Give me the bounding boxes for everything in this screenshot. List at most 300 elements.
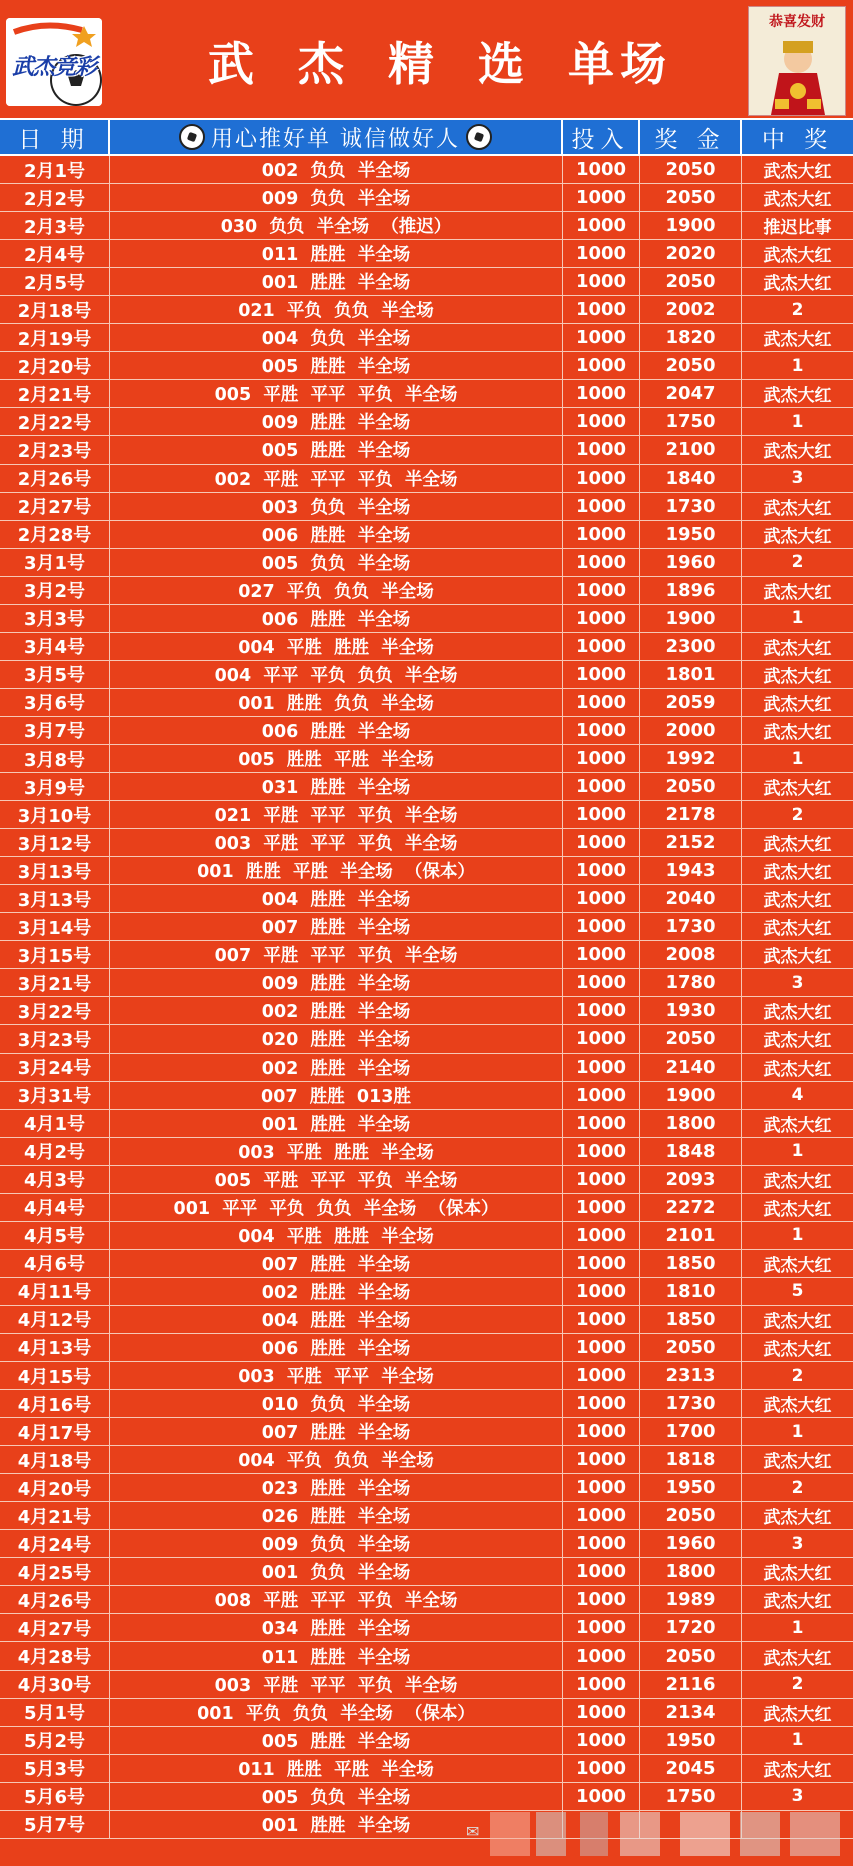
logo-text: 武杰竞彩 [12, 55, 97, 80]
cell-result: 武杰大红 [763, 246, 832, 267]
cell-result: 武杰大红 [763, 386, 832, 407]
table-row [0, 1250, 853, 1278]
cell-prize: 1900 [640, 212, 742, 239]
table-row [0, 1194, 853, 1222]
table-row [0, 1138, 853, 1166]
table-row [0, 1642, 853, 1670]
cell-pick: 003 平胜 胜胜 半全场 [110, 1138, 563, 1165]
cell-stake: 1000 [563, 633, 640, 660]
cell-result: 2 [791, 1365, 804, 1386]
cell-pick: 021 平负 负负 半全场 [110, 296, 563, 323]
fortune-badge [748, 6, 846, 116]
cell-prize: 2008 [640, 941, 742, 968]
table-row [0, 380, 853, 408]
cell-prize: 2050 [640, 1334, 742, 1361]
table-row [0, 633, 853, 661]
cell-date: 3月6号 [0, 689, 110, 716]
table-row [0, 1671, 853, 1699]
cell-result: 推迟比事 [763, 218, 832, 239]
cell-date: 5月7号 [0, 1811, 110, 1838]
cell-date: 3月2号 [0, 577, 110, 604]
cell-result: 武杰大红 [763, 162, 832, 183]
cell-stake: 1000 [563, 465, 640, 492]
cell-prize: 1900 [640, 1082, 742, 1109]
cell-result: 武杰大红 [763, 1396, 832, 1417]
cell-date: 4月24号 [0, 1530, 110, 1557]
soccer-ball-icon [179, 124, 205, 150]
cell-pick: 009 负负 半全场 [110, 1530, 563, 1557]
cell-stake: 1000 [563, 380, 640, 407]
cell-stake: 1000 [563, 1054, 640, 1081]
cell-result: 1 [791, 1225, 804, 1246]
cell-prize: 1848 [640, 1138, 742, 1165]
cell-result: 武杰大红 [763, 1564, 832, 1585]
table-row [0, 1530, 853, 1558]
cell-date: 2月22号 [0, 408, 110, 435]
cell-stake: 1000 [563, 1530, 640, 1557]
table-body [0, 156, 853, 1839]
table-row [0, 969, 853, 997]
cell-prize: 1950 [640, 1727, 742, 1754]
table-row [0, 184, 853, 212]
cell-date: 3月9号 [0, 773, 110, 800]
cell-pick: 030 负负 半全场 （推迟） [110, 212, 563, 239]
cell-result: 3 [791, 1786, 804, 1807]
cell-pick: 001 平平 平负 负负 半全场 （保本） [110, 1194, 563, 1221]
cell-result: 1 [791, 748, 804, 769]
cell-prize: 1720 [640, 1614, 742, 1641]
cell-result: 武杰大红 [763, 694, 832, 715]
table-row [0, 549, 853, 577]
table-row [0, 1586, 853, 1614]
cell-stake: 1000 [563, 913, 640, 940]
cell-result: 武杰大红 [763, 1508, 832, 1529]
cell-prize: 2050 [640, 268, 742, 295]
cell-date: 4月1号 [0, 1110, 110, 1137]
cell-pick: 023 胜胜 半全场 [110, 1474, 563, 1501]
cell-date: 3月3号 [0, 605, 110, 632]
cell-pick: 007 胜胜 半全场 [110, 1418, 563, 1445]
cell-pick: 005 负负 半全场 [110, 549, 563, 576]
table-row [0, 1222, 853, 1250]
cell-prize: 1750 [640, 408, 742, 435]
cell-stake: 1000 [563, 1222, 640, 1249]
cell-result: 武杰大红 [763, 1592, 832, 1613]
table-row [0, 240, 853, 268]
cell-prize: 1950 [640, 1474, 742, 1501]
cell-prize: 1820 [640, 324, 742, 351]
cell-prize: 1840 [640, 465, 742, 492]
cell-stake: 1000 [563, 549, 640, 576]
table-header [0, 118, 853, 156]
blurred-watermark [490, 1806, 850, 1862]
cell-pick: 001 负负 半全场 [110, 1558, 563, 1585]
table-row [0, 1390, 853, 1418]
cell-prize: 2300 [640, 633, 742, 660]
cell-stake: 1000 [563, 212, 640, 239]
cell-result: 武杰大红 [763, 779, 832, 800]
cell-date: 4月25号 [0, 1558, 110, 1585]
badge-text: 恭喜发财 [769, 14, 825, 30]
cell-stake: 1000 [563, 1446, 640, 1473]
cell-stake: 1000 [563, 885, 640, 912]
cell-result: 1 [791, 1617, 804, 1638]
cell-pick: 009 胜胜 半全场 [110, 969, 563, 996]
cell-date: 4月17号 [0, 1418, 110, 1445]
cell-pick: 006 胜胜 半全场 [110, 521, 563, 548]
wechat-icon: ✉ [466, 1822, 480, 1841]
table-row [0, 1727, 853, 1755]
table-row [0, 212, 853, 240]
cell-result: 1 [791, 355, 804, 376]
cell-pick: 004 平胜 胜胜 半全场 [110, 633, 563, 660]
cell-pick: 011 胜胜 半全场 [110, 1642, 563, 1669]
cell-pick: 004 平负 负负 半全场 [110, 1446, 563, 1473]
cell-result: 2 [791, 1477, 804, 1498]
table-row [0, 1699, 853, 1727]
cell-stake: 1000 [563, 941, 640, 968]
cell-prize: 2313 [640, 1362, 742, 1389]
cell-stake: 1000 [563, 1025, 640, 1052]
cell-pick: 002 胜胜 半全场 [110, 997, 563, 1024]
cell-pick: 006 胜胜 半全场 [110, 605, 563, 632]
cell-pick: 004 负负 半全场 [110, 324, 563, 351]
cell-result: 武杰大红 [763, 1311, 832, 1332]
cell-stake: 1000 [563, 1418, 640, 1445]
cell-stake: 1000 [563, 1755, 640, 1782]
cell-stake: 1000 [563, 773, 640, 800]
cell-stake: 1000 [563, 1586, 640, 1613]
cell-date: 3月24号 [0, 1054, 110, 1081]
cell-stake: 1000 [563, 1110, 640, 1137]
table-row [0, 436, 853, 464]
cell-prize: 2000 [640, 717, 742, 744]
cell-stake: 1000 [563, 352, 640, 379]
cell-result: 武杰大红 [763, 1648, 832, 1669]
column-header-date: 日 期 [0, 120, 110, 154]
cell-pick: 003 平胜 平平 半全场 [110, 1362, 563, 1389]
cell-stake: 1000 [563, 1502, 640, 1529]
table-row [0, 324, 853, 352]
cell-prize: 2272 [640, 1194, 742, 1221]
cell-pick: 003 平胜 平平 平负 半全场 [110, 829, 563, 856]
title-main: 武 杰 精 选 [207, 37, 539, 91]
cell-stake: 1000 [563, 717, 640, 744]
cell-date: 3月12号 [0, 829, 110, 856]
cell-stake: 1000 [563, 689, 640, 716]
cell-pick: 005 胜胜 半全场 [110, 436, 563, 463]
cell-result: 武杰大红 [763, 1059, 832, 1080]
cell-stake: 1000 [563, 577, 640, 604]
cell-pick: 009 胜胜 半全场 [110, 408, 563, 435]
cell-date: 3月22号 [0, 997, 110, 1024]
cell-pick: 009 负负 半全场 [110, 184, 563, 211]
cell-date: 2月19号 [0, 324, 110, 351]
table-row [0, 352, 853, 380]
table-row [0, 1362, 853, 1390]
cell-date: 3月21号 [0, 969, 110, 996]
brand-logo [6, 18, 102, 106]
table-row [0, 1110, 853, 1138]
cell-date: 4月20号 [0, 1474, 110, 1501]
table-row [0, 745, 853, 773]
table-row [0, 689, 853, 717]
table-row [0, 296, 853, 324]
cell-date: 2月20号 [0, 352, 110, 379]
cell-result: 武杰大红 [763, 274, 832, 295]
cell-pick: 005 负负 半全场 [110, 1783, 563, 1810]
cell-stake: 1000 [563, 969, 640, 996]
cell-result: 武杰大红 [763, 1339, 832, 1360]
cell-prize: 1900 [640, 605, 742, 632]
cell-pick: 020 胜胜 半全场 [110, 1025, 563, 1052]
cell-pick: 004 胜胜 半全场 [110, 1306, 563, 1333]
cell-pick: 001 胜胜 半全场 [110, 1811, 563, 1838]
cell-result: 1 [791, 1730, 804, 1751]
cell-pick: 004 平胜 胜胜 半全场 [110, 1222, 563, 1249]
cell-date: 2月3号 [0, 212, 110, 239]
cell-pick: 004 平平 平负 负负 半全场 [110, 661, 563, 688]
cell-prize: 1810 [640, 1278, 742, 1305]
cell-date: 2月2号 [0, 184, 110, 211]
cell-stake: 1000 [563, 1138, 640, 1165]
cell-stake: 1000 [563, 408, 640, 435]
cell-date: 3月4号 [0, 633, 110, 660]
cell-result: 武杰大红 [763, 582, 832, 603]
cell-pick: 005 平胜 平平 平负 半全场 [110, 1166, 563, 1193]
cell-date: 2月1号 [0, 156, 110, 183]
table-row [0, 717, 853, 745]
cell-prize: 2178 [640, 801, 742, 828]
cell-stake: 1000 [563, 1642, 640, 1669]
cell-prize: 2116 [640, 1671, 742, 1698]
cell-prize: 1801 [640, 661, 742, 688]
cell-date: 3月23号 [0, 1025, 110, 1052]
cell-prize: 2050 [640, 1502, 742, 1529]
cell-result: 武杰大红 [763, 638, 832, 659]
table-row [0, 605, 853, 633]
cell-date: 4月2号 [0, 1138, 110, 1165]
cell-result: 武杰大红 [763, 498, 832, 519]
cell-date: 3月15号 [0, 941, 110, 968]
cell-pick: 026 胜胜 半全场 [110, 1502, 563, 1529]
cell-date: 2月5号 [0, 268, 110, 295]
cell-prize: 1730 [640, 1390, 742, 1417]
cell-stake: 1000 [563, 493, 640, 520]
cell-stake: 1000 [563, 1194, 640, 1221]
cell-prize: 1730 [640, 913, 742, 940]
cell-date: 4月5号 [0, 1222, 110, 1249]
cell-stake: 1000 [563, 1727, 640, 1754]
cell-stake: 1000 [563, 268, 640, 295]
cell-result: 1 [791, 1421, 804, 1442]
cell-result: 武杰大红 [763, 891, 832, 912]
cell-pick: 011 胜胜 平胜 半全场 [110, 1755, 563, 1782]
cell-result: 武杰大红 [763, 1115, 832, 1136]
cell-stake: 1000 [563, 240, 640, 267]
cell-stake: 1000 [563, 156, 640, 183]
table-row [0, 997, 853, 1025]
cell-date: 5月6号 [0, 1783, 110, 1810]
cell-date: 4月4号 [0, 1194, 110, 1221]
cell-prize: 2134 [640, 1699, 742, 1726]
cell-prize: 2050 [640, 1025, 742, 1052]
cell-date: 3月10号 [0, 801, 110, 828]
cell-stake: 1000 [563, 801, 640, 828]
cell-prize: 2045 [640, 1755, 742, 1782]
cell-result: 武杰大红 [763, 526, 832, 547]
cell-result: 武杰大红 [763, 919, 832, 940]
cell-date: 2月18号 [0, 296, 110, 323]
cell-stake: 1000 [563, 661, 640, 688]
cell-pick: 007 胜胜 半全场 [110, 913, 563, 940]
cell-stake: 1000 [563, 296, 640, 323]
cell-stake: 1000 [563, 997, 640, 1024]
table-row [0, 1082, 853, 1110]
table-row [0, 1418, 853, 1446]
cell-stake: 1000 [563, 1306, 640, 1333]
cell-stake: 1000 [563, 521, 640, 548]
table-row [0, 1334, 853, 1362]
cell-date: 4月3号 [0, 1166, 110, 1193]
table-row [0, 1446, 853, 1474]
cell-result: 2 [791, 804, 804, 825]
table-row [0, 1755, 853, 1783]
table-row [0, 941, 853, 969]
cell-pick: 004 胜胜 半全场 [110, 885, 563, 912]
cell-prize: 2047 [640, 380, 742, 407]
cell-date: 3月13号 [0, 885, 110, 912]
cell-result: 武杰大红 [763, 1704, 832, 1725]
cell-prize: 1800 [640, 1558, 742, 1585]
cell-date: 2月4号 [0, 240, 110, 267]
cell-pick: 002 胜胜 半全场 [110, 1054, 563, 1081]
cell-result: 2 [791, 1674, 804, 1695]
cell-pick: 005 胜胜 平胜 半全场 [110, 745, 563, 772]
cell-prize: 2002 [640, 296, 742, 323]
cell-result: 1 [791, 411, 804, 432]
cell-prize: 1943 [640, 857, 742, 884]
column-header-slogan [110, 120, 563, 154]
table-row [0, 773, 853, 801]
cell-stake: 1000 [563, 1362, 640, 1389]
column-header-result: 中 奖 [761, 126, 834, 153]
table-row [0, 1025, 853, 1053]
cell-date: 3月31号 [0, 1082, 110, 1109]
cell-date: 4月18号 [0, 1446, 110, 1473]
cell-prize: 1989 [640, 1586, 742, 1613]
cell-stake: 1000 [563, 1278, 640, 1305]
cell-pick: 031 胜胜 半全场 [110, 773, 563, 800]
cell-date: 4月13号 [0, 1334, 110, 1361]
table-row [0, 465, 853, 493]
cell-date: 3月1号 [0, 549, 110, 576]
cell-date: 4月16号 [0, 1390, 110, 1417]
cell-result: 武杰大红 [763, 722, 832, 743]
cell-result: 武杰大红 [763, 330, 832, 351]
cell-result: 2 [791, 299, 804, 320]
cell-date: 5月3号 [0, 1755, 110, 1782]
cell-stake: 1000 [563, 829, 640, 856]
cell-prize: 1700 [640, 1418, 742, 1445]
cell-pick: 005 胜胜 半全场 [110, 352, 563, 379]
table-row [0, 885, 853, 913]
cell-pick: 001 胜胜 负负 半全场 [110, 689, 563, 716]
table-row [0, 857, 853, 885]
cell-pick: 008 平胜 平平 平负 半全场 [110, 1586, 563, 1613]
cell-prize: 2050 [640, 773, 742, 800]
cell-result: 武杰大红 [763, 835, 832, 856]
cell-pick: 001 胜胜 半全场 [110, 1110, 563, 1137]
cell-stake: 1000 [563, 745, 640, 772]
cell-prize: 2050 [640, 156, 742, 183]
cell-result: 1 [791, 1141, 804, 1162]
table-row [0, 801, 853, 829]
table-row [0, 268, 853, 296]
cell-prize: 1896 [640, 577, 742, 604]
cell-prize: 1818 [640, 1446, 742, 1473]
cell-pick: 027 平负 负负 半全场 [110, 577, 563, 604]
cell-result: 3 [791, 972, 804, 993]
cell-pick: 034 胜胜 半全场 [110, 1614, 563, 1641]
cell-stake: 1000 [563, 1558, 640, 1585]
cell-date: 5月1号 [0, 1699, 110, 1726]
cell-result: 5 [791, 1281, 804, 1302]
cell-stake: 1000 [563, 1671, 640, 1698]
table-row [0, 1166, 853, 1194]
cell-prize: 2140 [640, 1054, 742, 1081]
cell-prize: 1850 [640, 1250, 742, 1277]
cell-result: 1 [791, 608, 804, 629]
table-row [0, 408, 853, 436]
cell-stake: 1000 [563, 1250, 640, 1277]
cell-prize: 1780 [640, 969, 742, 996]
table-row [0, 829, 853, 857]
cell-pick: 007 平胜 平平 平负 半全场 [110, 941, 563, 968]
cell-prize: 1960 [640, 1530, 742, 1557]
cell-pick: 001 胜胜 半全场 [110, 268, 563, 295]
cell-date: 3月7号 [0, 717, 110, 744]
cell-prize: 2093 [640, 1166, 742, 1193]
table-row [0, 1278, 853, 1306]
cell-stake: 1000 [563, 605, 640, 632]
table-row [0, 661, 853, 689]
cell-pick: 005 胜胜 半全场 [110, 1727, 563, 1754]
cell-date: 2月28号 [0, 521, 110, 548]
table-row [0, 156, 853, 184]
cell-date: 3月8号 [0, 745, 110, 772]
cell-result: 4 [791, 1085, 804, 1106]
cell-prize: 1730 [640, 493, 742, 520]
table-row [0, 521, 853, 549]
cell-date: 3月5号 [0, 661, 110, 688]
cell-date: 4月6号 [0, 1250, 110, 1277]
cell-prize: 2050 [640, 1642, 742, 1669]
column-header-stake: 投入 [563, 120, 640, 154]
cell-result: 武杰大红 [763, 1003, 832, 1024]
cell-result: 武杰大红 [763, 1760, 832, 1781]
cell-stake: 1000 [563, 184, 640, 211]
cell-date: 4月27号 [0, 1614, 110, 1641]
cell-date: 3月13号 [0, 857, 110, 884]
cell-result: 武杰大红 [763, 947, 832, 968]
cell-date: 4月21号 [0, 1502, 110, 1529]
cell-result: 3 [791, 468, 804, 489]
cell-pick: 006 胜胜 半全场 [110, 1334, 563, 1361]
cell-date: 4月28号 [0, 1642, 110, 1669]
cell-prize: 2050 [640, 184, 742, 211]
cell-prize: 2100 [640, 436, 742, 463]
